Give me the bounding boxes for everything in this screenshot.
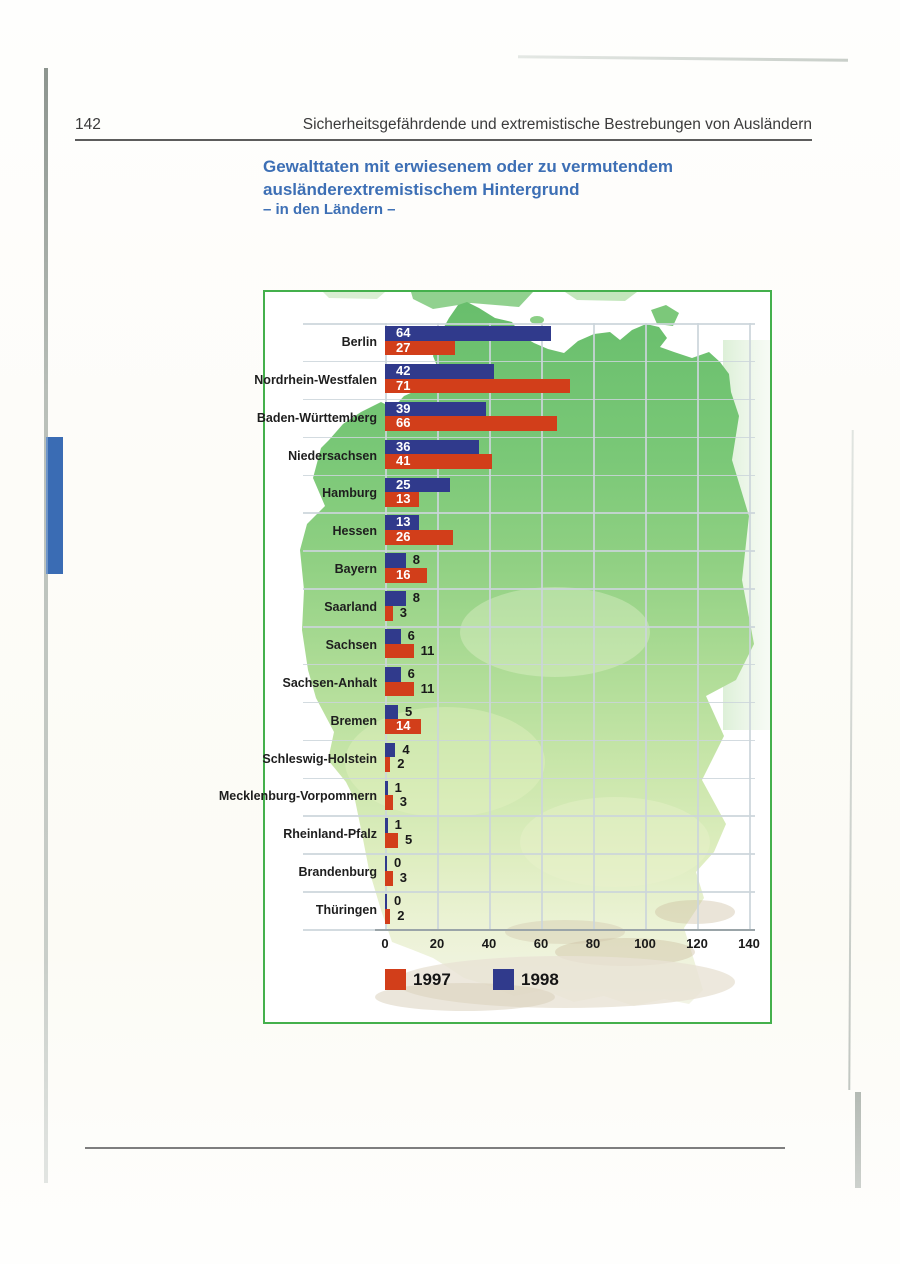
page-left-edge xyxy=(44,68,48,1183)
state-label-line: Hamburg xyxy=(322,486,377,501)
bar-value-label: 36 xyxy=(396,438,411,454)
state-label xyxy=(265,323,377,361)
state-label-line: Württemberg xyxy=(299,410,377,425)
state-label-line: Mecklenburg- xyxy=(218,789,301,804)
bar-value-label: 5 xyxy=(405,703,413,719)
bar-1998 xyxy=(385,856,387,871)
chart-plot-area xyxy=(218,292,770,1022)
x-tick-label: 140 xyxy=(738,936,760,951)
x-tick-label: 20 xyxy=(429,936,445,951)
bar-value-label: 14 xyxy=(396,718,411,734)
bar-1998 xyxy=(385,781,388,796)
bar-value-label: 11 xyxy=(420,642,435,658)
state-label-line: Berlin xyxy=(341,334,377,349)
state-label-line: Hessen xyxy=(332,524,377,539)
state-label-line: Thüringen xyxy=(315,903,377,918)
page-number: 142 xyxy=(75,116,101,133)
state-label-line: Pfalz xyxy=(347,827,377,842)
state-label-line: Bayern xyxy=(334,562,377,577)
bar-1997 xyxy=(385,795,393,810)
bar-value-label: 0 xyxy=(394,855,402,871)
x-tick-label: 40 xyxy=(481,936,497,951)
state-label xyxy=(265,891,377,929)
bar-value-label: 13 xyxy=(396,491,411,507)
state-label xyxy=(265,664,377,702)
state-label-line: Vorpommern xyxy=(300,789,377,804)
bar-value-label: 6 xyxy=(407,665,415,681)
x-tick-label: 60 xyxy=(533,936,549,951)
state-label-line: Westfalen xyxy=(318,372,377,387)
bar-value-label: 26 xyxy=(396,529,411,545)
x-tick-label: 80 xyxy=(585,936,601,951)
bar-1998 xyxy=(385,591,406,606)
state-label-line: Baden- xyxy=(256,410,300,425)
footer-rule xyxy=(85,1147,785,1149)
bar-value-label: 66 xyxy=(396,415,411,431)
state-label-line: Holstein xyxy=(327,751,377,766)
state-label-line: Niedersachsen xyxy=(288,448,377,463)
state-label xyxy=(256,399,377,437)
bar-1997 xyxy=(385,644,414,659)
state-label xyxy=(265,853,377,891)
state-label xyxy=(265,437,377,475)
header-rule xyxy=(75,139,812,141)
bar-value-label: 6 xyxy=(407,628,415,643)
bar-1998 xyxy=(385,743,395,758)
bar-1998 xyxy=(385,818,388,833)
state-label-line: Schleswig- xyxy=(262,751,328,766)
chart-title-line1: Gewalttaten mit erwiesenem oder zu vermutendem xyxy=(263,157,674,176)
state-label xyxy=(254,361,377,399)
x-tick-label: 120 xyxy=(686,936,708,951)
bar-value-label: 3 xyxy=(399,794,408,810)
bar-value-label: 5 xyxy=(405,832,413,848)
bar-1997 xyxy=(385,682,414,697)
bar-value-label: 27 xyxy=(396,339,411,355)
x-tick-label: 0 xyxy=(381,936,389,951)
legend-label-1997: 1997 xyxy=(413,970,451,989)
bar-1997 xyxy=(385,871,393,886)
bar-value-label: 1 xyxy=(394,817,402,833)
running-header: Sicherheitsgefährdende und extremistische Bestrebungen von Ausländern xyxy=(302,116,812,133)
bar-value-label: 3 xyxy=(399,604,408,620)
chart-title xyxy=(263,155,743,201)
state-label-line: Anhalt xyxy=(338,675,377,690)
bar-1997 xyxy=(385,606,393,621)
bar-value-label: 8 xyxy=(412,552,421,568)
bar-value-label: 71 xyxy=(396,377,411,393)
state-label-line: Brandenburg xyxy=(298,865,377,880)
chapter-tab-marker xyxy=(46,437,63,574)
state-label xyxy=(265,512,377,550)
state-label-line: Nordrhein- xyxy=(254,372,319,387)
state-label xyxy=(262,740,377,778)
legend-swatch-1997 xyxy=(385,969,406,990)
bar-value-label: 11 xyxy=(420,680,435,696)
state-label-line: Rheinland- xyxy=(283,827,348,842)
bar-value-label: 41 xyxy=(396,453,411,469)
bar-value-label: 64 xyxy=(396,325,411,340)
bar-value-label: 3 xyxy=(399,869,408,885)
bar-1997 xyxy=(385,833,398,848)
bar-value-label: 13 xyxy=(396,514,411,530)
bar-value-label: 25 xyxy=(396,476,411,492)
page-edge-shadow xyxy=(518,55,848,61)
bar-value-label: 8 xyxy=(412,590,421,606)
state-label-line: Saarland xyxy=(324,600,377,615)
bar-value-label: 4 xyxy=(402,741,410,757)
state-label xyxy=(265,702,377,740)
chart-title-line2: ausländerextremistischem Hintergrund xyxy=(263,180,580,199)
bar-1997 xyxy=(385,909,390,924)
chart-subtitle: – in den Ländern – xyxy=(263,201,396,218)
bar-value-label: 39 xyxy=(396,400,411,416)
bar-value-label: 2 xyxy=(397,756,405,772)
state-label-line: Sachsen- xyxy=(282,675,339,690)
x-axis-line xyxy=(375,929,755,931)
bar-1997 xyxy=(385,416,557,431)
bar-value-label: 1 xyxy=(394,779,402,795)
bar-1997 xyxy=(385,379,570,394)
bar-1998 xyxy=(385,629,401,644)
state-label-line: Sachsen xyxy=(325,637,377,652)
state-label xyxy=(265,550,377,588)
state-label-line: Bremen xyxy=(330,713,377,728)
page-right-edge-lower xyxy=(855,1092,861,1188)
bar-value-label: 0 xyxy=(394,893,402,909)
state-label xyxy=(265,475,377,513)
chart-frame xyxy=(218,290,772,1024)
x-tick-label: 100 xyxy=(634,936,656,951)
state-label xyxy=(265,815,377,853)
legend-label-1998: 1998 xyxy=(521,970,559,989)
bar-value-label: 42 xyxy=(396,362,411,378)
bar-1998 xyxy=(385,667,401,682)
bar-1998 xyxy=(385,553,406,568)
state-label xyxy=(265,626,377,664)
page-right-edge xyxy=(848,430,853,1090)
bar-value-label: 2 xyxy=(397,907,405,923)
state-label xyxy=(265,588,377,626)
bar-1998 xyxy=(385,705,398,720)
legend-swatch-1998 xyxy=(493,969,514,990)
state-label xyxy=(218,778,377,816)
bar-1997 xyxy=(385,757,390,772)
bar-value-label: 16 xyxy=(396,566,411,582)
bar-1998 xyxy=(385,894,387,909)
bar-1998 xyxy=(385,478,450,493)
